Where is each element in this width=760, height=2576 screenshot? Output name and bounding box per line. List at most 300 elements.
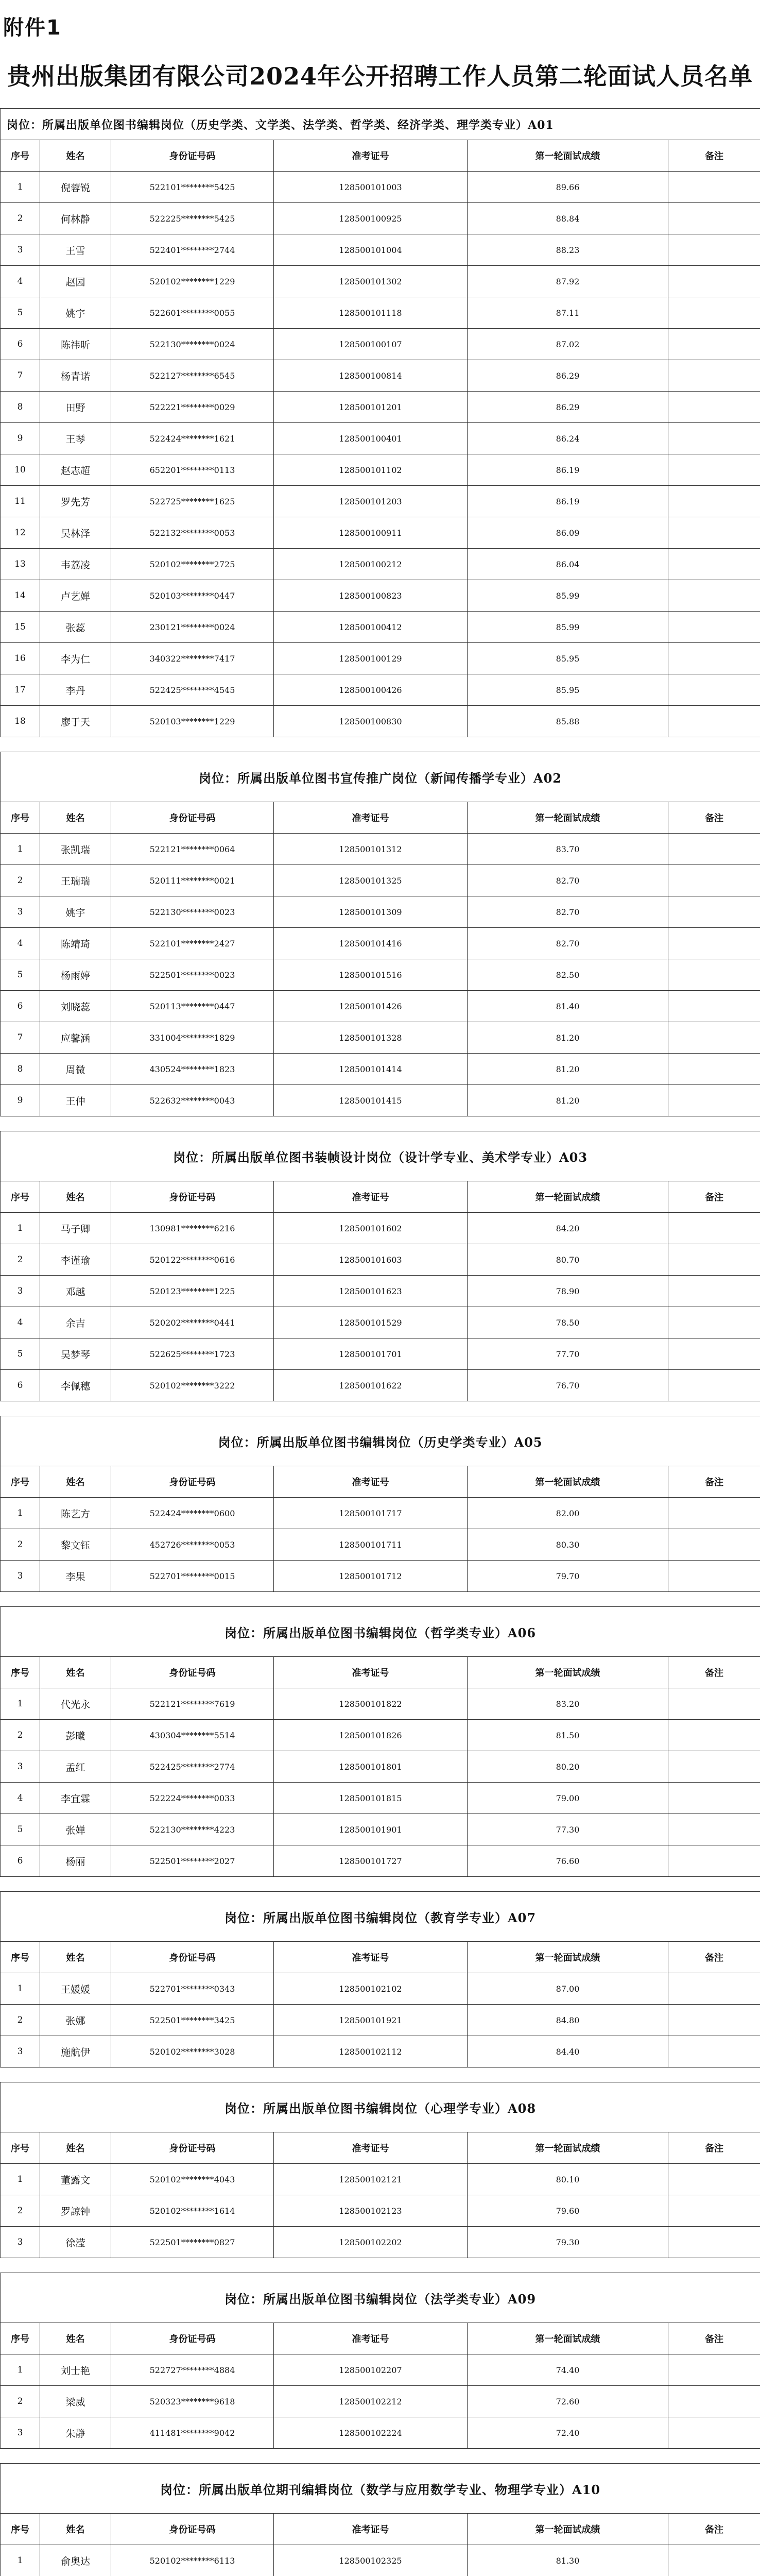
ticket-number: 128500101415 (274, 1085, 468, 1116)
column-header: 备注 (668, 1942, 760, 1973)
row-number: 2 (1, 203, 40, 234)
remark (668, 1529, 760, 1561)
row-number: 13 (1, 549, 40, 580)
ticket-number: 128500101623 (274, 1276, 468, 1307)
ticket-number: 128500101602 (274, 1213, 468, 1244)
first-round-score: 87.00 (468, 1973, 668, 2005)
ticket-number: 128500101414 (274, 1054, 468, 1085)
position-section (0, 1891, 760, 2067)
candidate-name: 廖于天 (40, 706, 111, 737)
candidate-name: 应馨涵 (40, 1022, 111, 1054)
position-title: 岗位：所属出版单位图书编辑岗位（教育学专业）A07 (1, 1892, 760, 1942)
table-row (1, 392, 760, 423)
id-number: 522127********6545 (111, 360, 274, 392)
remark (668, 580, 760, 612)
column-header: 第一轮面试成绩 (468, 2514, 668, 2545)
column-header: 第一轮面试成绩 (468, 2323, 668, 2354)
column-header: 备注 (668, 802, 760, 834)
row-number: 17 (1, 674, 40, 706)
column-header: 准考证号 (274, 2323, 468, 2354)
id-number: 522132********0053 (111, 517, 274, 549)
table-row (1, 486, 760, 517)
remark (668, 423, 760, 454)
first-round-score: 79.60 (468, 2195, 668, 2227)
table-header-row (1, 1181, 760, 1213)
table-row (1, 1338, 760, 1370)
row-number: 3 (1, 234, 40, 266)
ticket-number: 128500101426 (274, 991, 468, 1022)
column-header: 准考证号 (274, 2514, 468, 2545)
candidate-name: 邓越 (40, 1276, 111, 1307)
ticket-number: 128500101711 (274, 1529, 468, 1561)
ticket-number: 128500101102 (274, 454, 468, 486)
table-row (1, 2354, 760, 2386)
table-row (1, 1561, 760, 1592)
row-number: 3 (1, 896, 40, 928)
ticket-number: 128500101328 (274, 1022, 468, 1054)
first-round-score: 86.04 (468, 549, 668, 580)
ticket-number: 128500101815 (274, 1783, 468, 1814)
first-round-score: 84.80 (468, 2005, 668, 2036)
row-number: 1 (1, 172, 40, 203)
position-section (0, 1416, 760, 1592)
candidate-name: 李谨瑜 (40, 1244, 111, 1276)
candidate-name: 吴梦琴 (40, 1338, 111, 1370)
row-number: 1 (1, 1213, 40, 1244)
column-header: 备注 (668, 1181, 760, 1213)
row-number: 3 (1, 2417, 40, 2449)
row-number: 3 (1, 1276, 40, 1307)
row-number: 5 (1, 297, 40, 329)
id-number: 520102********2725 (111, 549, 274, 580)
candidate-name: 王琴 (40, 423, 111, 454)
column-header: 姓名 (40, 2132, 111, 2164)
column-header: 准考证号 (274, 1181, 468, 1213)
column-header: 准考证号 (274, 1657, 468, 1688)
table-row (1, 454, 760, 486)
candidate-name: 张凯瑞 (40, 834, 111, 865)
first-round-score: 85.88 (468, 706, 668, 737)
id-number: 522425********4545 (111, 674, 274, 706)
id-number: 522501********3425 (111, 2005, 274, 2036)
id-number: 520122********0616 (111, 1244, 274, 1276)
row-number: 7 (1, 360, 40, 392)
column-header: 备注 (668, 140, 760, 172)
position-title: 岗位：所属出版单位图书编辑岗位（法学类专业）A09 (1, 2273, 760, 2323)
candidate-name: 张娜 (40, 2005, 111, 2036)
first-round-score: 82.70 (468, 865, 668, 896)
column-header: 准考证号 (274, 140, 468, 172)
ticket-number: 128500100129 (274, 643, 468, 674)
remark (668, 643, 760, 674)
row-number: 16 (1, 643, 40, 674)
remark (668, 234, 760, 266)
candidate-name: 吴林泽 (40, 517, 111, 549)
column-header: 第一轮面试成绩 (468, 1466, 668, 1498)
ticket-number: 128500101416 (274, 928, 468, 959)
candidate-name: 施航伊 (40, 2036, 111, 2067)
row-number: 6 (1, 991, 40, 1022)
column-header: 序号 (1, 1181, 40, 1213)
position-title: 岗位：所属出版单位图书编辑岗位（历史学类专业）A05 (1, 1416, 760, 1466)
table-row (1, 266, 760, 297)
candidate-name: 卢艺婵 (40, 580, 111, 612)
id-number: 522101********2427 (111, 928, 274, 959)
ticket-number: 128500101325 (274, 865, 468, 896)
ticket-number: 128500100412 (274, 612, 468, 643)
ticket-number: 128500101701 (274, 1338, 468, 1370)
candidate-name: 孟红 (40, 1751, 111, 1783)
remark (668, 2227, 760, 2258)
first-round-score: 82.50 (468, 959, 668, 991)
row-number: 6 (1, 329, 40, 360)
column-header: 身份证号码 (111, 1657, 274, 1688)
column-header: 身份证号码 (111, 2514, 274, 2545)
ticket-number: 128500102102 (274, 1973, 468, 2005)
candidate-name: 王瑞瑞 (40, 865, 111, 896)
column-header: 序号 (1, 2514, 40, 2545)
ticket-number: 128500101118 (274, 297, 468, 329)
table-header-row (1, 1466, 760, 1498)
table-row (1, 1529, 760, 1561)
id-number: 520323********9618 (111, 2386, 274, 2417)
id-number: 522121********7619 (111, 1688, 274, 1720)
candidate-name: 黎文钰 (40, 1529, 111, 1561)
table-row (1, 549, 760, 580)
ticket-number: 128500100814 (274, 360, 468, 392)
candidate-table (0, 2463, 760, 2576)
row-number: 8 (1, 392, 40, 423)
candidate-name: 李佩穗 (40, 1370, 111, 1401)
remark (668, 1244, 760, 1276)
id-number: 520123********1225 (111, 1276, 274, 1307)
column-header: 准考证号 (274, 802, 468, 834)
table-row (1, 643, 760, 674)
remark (668, 172, 760, 203)
candidate-table (0, 752, 760, 1116)
remark (668, 360, 760, 392)
table-row (1, 1307, 760, 1338)
candidate-table (0, 1131, 760, 1401)
table-row (1, 423, 760, 454)
first-round-score: 80.10 (468, 2164, 668, 2195)
remark (668, 674, 760, 706)
row-number: 3 (1, 2036, 40, 2067)
table-header-row (1, 2323, 760, 2354)
first-round-score: 79.00 (468, 1783, 668, 1814)
column-header: 姓名 (40, 140, 111, 172)
row-number: 14 (1, 580, 40, 612)
remark (668, 1751, 760, 1783)
table-row (1, 2005, 760, 2036)
ticket-number: 128500100911 (274, 517, 468, 549)
table-row (1, 1845, 760, 1877)
position-section (0, 2273, 760, 2449)
table-row (1, 360, 760, 392)
ticket-number: 128500101727 (274, 1845, 468, 1877)
position-section (0, 1606, 760, 1877)
remark (668, 2386, 760, 2417)
remark (668, 2545, 760, 2576)
remark (668, 1814, 760, 1845)
row-number: 1 (1, 1498, 40, 1529)
candidate-name: 刘士艳 (40, 2354, 111, 2386)
remark (668, 329, 760, 360)
column-header: 序号 (1, 1942, 40, 1973)
remark (668, 2195, 760, 2227)
row-number: 3 (1, 1561, 40, 1592)
remark (668, 1783, 760, 1814)
ticket-number: 128500101801 (274, 1751, 468, 1783)
row-number: 11 (1, 486, 40, 517)
id-number: 520202********0441 (111, 1307, 274, 1338)
table-row (1, 1213, 760, 1244)
column-header: 序号 (1, 1657, 40, 1688)
table-header-row (1, 802, 760, 834)
first-round-score: 84.40 (468, 2036, 668, 2067)
row-number: 10 (1, 454, 40, 486)
row-number: 5 (1, 1814, 40, 1845)
ticket-number: 128500100925 (274, 203, 468, 234)
row-number: 4 (1, 266, 40, 297)
row-number: 1 (1, 834, 40, 865)
id-number: 522225********5425 (111, 203, 274, 234)
table-row (1, 928, 760, 959)
remark (668, 266, 760, 297)
position-title: 岗位：所属出版单位图书装帧设计岗位（设计学专业、美术学专业）A03 (1, 1131, 760, 1181)
candidate-table (0, 108, 760, 737)
table-header-row (1, 1942, 760, 1973)
ticket-number: 128500101822 (274, 1688, 468, 1720)
remark (668, 2005, 760, 2036)
remark (668, 834, 760, 865)
remark (668, 1338, 760, 1370)
id-number: 522130********4223 (111, 1814, 274, 1845)
table-row (1, 2195, 760, 2227)
first-round-score: 86.19 (468, 486, 668, 517)
first-round-score: 83.20 (468, 1688, 668, 1720)
column-header: 身份证号码 (111, 1942, 274, 1973)
candidate-table (0, 1891, 760, 2067)
id-number: 522701********0015 (111, 1561, 274, 1592)
table-row (1, 1085, 760, 1116)
column-header: 第一轮面试成绩 (468, 802, 668, 834)
ticket-number: 128500100830 (274, 706, 468, 737)
candidate-name: 何林静 (40, 203, 111, 234)
first-round-score: 84.20 (468, 1213, 668, 1244)
first-round-score: 82.70 (468, 928, 668, 959)
column-header: 准考证号 (274, 1466, 468, 1498)
first-round-score: 87.92 (468, 266, 668, 297)
first-round-score: 80.20 (468, 1751, 668, 1783)
table-row (1, 1244, 760, 1276)
candidate-name: 俞奥达 (40, 2545, 111, 2576)
id-number: 411481********9042 (111, 2417, 274, 2449)
column-header: 序号 (1, 2132, 40, 2164)
first-round-score: 81.20 (468, 1022, 668, 1054)
remark (668, 2417, 760, 2449)
row-number: 18 (1, 706, 40, 737)
row-number: 1 (1, 1688, 40, 1720)
id-number: 452726********0053 (111, 1529, 274, 1561)
id-number: 522425********2774 (111, 1751, 274, 1783)
candidate-name: 马子卿 (40, 1213, 111, 1244)
document-body (0, 108, 760, 2576)
candidate-name: 刘晓蕊 (40, 991, 111, 1022)
table-row (1, 2227, 760, 2258)
column-header: 序号 (1, 1466, 40, 1498)
column-header: 序号 (1, 802, 40, 834)
id-number: 520102********3028 (111, 2036, 274, 2067)
column-header: 身份证号码 (111, 140, 274, 172)
row-number: 4 (1, 928, 40, 959)
id-number: 522701********0343 (111, 1973, 274, 2005)
candidate-table (0, 2273, 760, 2449)
first-round-score: 85.95 (468, 674, 668, 706)
column-header: 第一轮面试成绩 (468, 2132, 668, 2164)
candidate-name: 周微 (40, 1054, 111, 1085)
row-number: 2 (1, 2005, 40, 2036)
remark (668, 454, 760, 486)
row-number: 9 (1, 423, 40, 454)
candidate-name: 董露文 (40, 2164, 111, 2195)
ticket-number: 128500101312 (274, 834, 468, 865)
column-header: 姓名 (40, 1466, 111, 1498)
remark (668, 896, 760, 928)
candidate-name: 罗先芳 (40, 486, 111, 517)
table-row (1, 2545, 760, 2576)
remark (668, 706, 760, 737)
row-number: 6 (1, 1845, 40, 1877)
ticket-number: 128500100401 (274, 423, 468, 454)
id-number: 520102********3222 (111, 1370, 274, 1401)
first-round-score: 81.50 (468, 1720, 668, 1751)
row-number: 5 (1, 1338, 40, 1370)
position-section (0, 1131, 760, 1401)
ticket-number: 128500101712 (274, 1561, 468, 1592)
candidate-name: 倪蓉锐 (40, 172, 111, 203)
remark (668, 1307, 760, 1338)
id-number: 522632********0043 (111, 1085, 274, 1116)
candidate-name: 梁威 (40, 2386, 111, 2417)
remark (668, 1845, 760, 1877)
first-round-score: 77.30 (468, 1814, 668, 1845)
ticket-number: 128500101529 (274, 1307, 468, 1338)
id-number: 522121********0064 (111, 834, 274, 865)
first-round-score: 88.84 (468, 203, 668, 234)
column-header: 姓名 (40, 2514, 111, 2545)
first-round-score: 86.29 (468, 360, 668, 392)
column-header: 备注 (668, 1657, 760, 1688)
first-round-score: 80.30 (468, 1529, 668, 1561)
column-header: 序号 (1, 140, 40, 172)
candidate-name: 杨青诺 (40, 360, 111, 392)
row-number: 4 (1, 1307, 40, 1338)
candidate-name: 陈祎昕 (40, 329, 111, 360)
remark (668, 1688, 760, 1720)
row-number: 2 (1, 865, 40, 896)
first-round-score: 81.40 (468, 991, 668, 1022)
id-number: 130981********6216 (111, 1213, 274, 1244)
ticket-number: 128500102224 (274, 2417, 468, 2449)
candidate-name: 李为仁 (40, 643, 111, 674)
ticket-number: 128500101203 (274, 486, 468, 517)
candidate-name: 赵园 (40, 266, 111, 297)
row-number: 3 (1, 1751, 40, 1783)
first-round-score: 86.19 (468, 454, 668, 486)
position-section (0, 108, 760, 737)
candidate-name: 王雪 (40, 234, 111, 266)
row-number: 2 (1, 2386, 40, 2417)
table-row (1, 834, 760, 865)
row-number: 6 (1, 1370, 40, 1401)
id-number: 520102********6113 (111, 2545, 274, 2576)
table-row (1, 2036, 760, 2067)
column-header: 身份证号码 (111, 1181, 274, 1213)
first-round-score: 76.60 (468, 1845, 668, 1877)
ticket-number: 128500101201 (274, 392, 468, 423)
id-number: 522501********0827 (111, 2227, 274, 2258)
first-round-score: 76.70 (468, 1370, 668, 1401)
remark (668, 2164, 760, 2195)
attachment-label: 附件1 (3, 16, 62, 40)
id-number: 522401********2744 (111, 234, 274, 266)
remark (668, 1213, 760, 1244)
column-header: 姓名 (40, 802, 111, 834)
candidate-name: 陈艺方 (40, 1498, 111, 1529)
candidate-name: 余吉 (40, 1307, 111, 1338)
column-header: 备注 (668, 2514, 760, 2545)
first-round-score: 80.70 (468, 1244, 668, 1276)
candidate-name: 张蕊 (40, 612, 111, 643)
id-number: 520103********0447 (111, 580, 274, 612)
candidate-name: 韦荔凌 (40, 549, 111, 580)
column-header: 身份证号码 (111, 1466, 274, 1498)
remark (668, 1720, 760, 1751)
first-round-score: 81.20 (468, 1085, 668, 1116)
remark (668, 1973, 760, 2005)
ticket-number: 128500101921 (274, 2005, 468, 2036)
id-number: 520102********1614 (111, 2195, 274, 2227)
ticket-number: 128500102123 (274, 2195, 468, 2227)
table-row (1, 2386, 760, 2417)
remark (668, 297, 760, 329)
ticket-number: 128500101302 (274, 266, 468, 297)
remark (668, 1561, 760, 1592)
candidate-table (0, 2082, 760, 2258)
remark (668, 928, 760, 959)
id-number: 522224********0033 (111, 1783, 274, 1814)
table-row (1, 1720, 760, 1751)
ticket-number: 128500101309 (274, 896, 468, 928)
id-number: 522130********0024 (111, 329, 274, 360)
table-row (1, 1370, 760, 1401)
ticket-number: 128500102202 (274, 2227, 468, 2258)
position-title: 岗位：所属出版单位图书编辑岗位（心理学专业）A08 (1, 2082, 760, 2132)
table-row (1, 959, 760, 991)
remark (668, 1370, 760, 1401)
table-row (1, 234, 760, 266)
remark (668, 203, 760, 234)
candidate-name: 姚宇 (40, 896, 111, 928)
first-round-score: 89.66 (468, 172, 668, 203)
id-number: 522725********1625 (111, 486, 274, 517)
candidate-name: 王媛媛 (40, 1973, 111, 2005)
candidate-name: 李丹 (40, 674, 111, 706)
ticket-number: 128500102325 (274, 2545, 468, 2576)
table-header-row (1, 2514, 760, 2545)
column-header: 准考证号 (274, 1942, 468, 1973)
